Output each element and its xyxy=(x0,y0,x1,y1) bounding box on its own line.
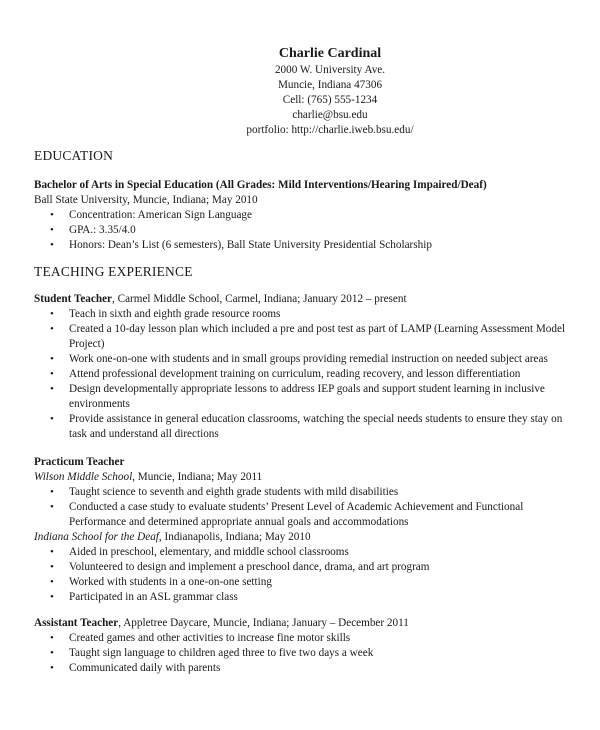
degree-school: Ball State University, Muncie, Indiana; May 2010 xyxy=(34,194,258,206)
education-list xyxy=(34,208,574,253)
student-teacher-list xyxy=(34,307,574,442)
portfolio-link: portfolio: http://charlie.iweb.bsu.edu/ xyxy=(246,124,414,136)
education-section xyxy=(34,178,574,253)
practicum-item: • Conducted a case study to evaluate students’ Present Level of Academic Achievement and Functional Performance and determined appropriate annual goals and accommodations xyxy=(34,500,574,530)
education-heading: EDUCATION xyxy=(34,148,114,163)
practicum-school-2-detail: , Indianapolis, Indiana; May 2010 xyxy=(158,531,311,543)
student-teacher-role: Student Teacher xyxy=(34,293,113,305)
address-line-2: Muncie, Indiana 47306 xyxy=(277,79,383,91)
assistant-teacher-heading xyxy=(34,616,574,631)
student-teacher-section xyxy=(34,292,574,442)
assistant-teacher-item: • Created games and other activities to increase fine motor skills xyxy=(34,631,574,646)
student-teacher-item: • Created a 10-day lesson plan which included a pre and post test as part of LAMP (Learning Assessment Model Project) xyxy=(34,322,574,352)
practicum-school-1-detail: , Muncie, Indiana; May 2011 xyxy=(132,471,263,483)
assistant-teacher-item: • Communicated daily with parents xyxy=(34,661,574,676)
student-teacher-detail: , Carmel Middle School, Carmel, Indiana; January 2012 – present xyxy=(112,293,407,305)
student-teacher-item: • Attend professional development training on curriculum, reading recovery, and lesson differentiation xyxy=(34,367,574,382)
student-teacher-item: • Work one-on-one with students and in small groups providing remedial instruction on needed subject areas xyxy=(34,352,574,367)
practicum-school-2 xyxy=(34,530,574,545)
education-item: • Honors: Dean’s List (6 semesters), Ball State University Presidential Scholarship xyxy=(34,238,574,253)
student-teacher-item: • Design developmentally appropriate lessons to address IEP goals and support student learning in inclusive environments xyxy=(34,382,574,412)
applicant-name: Charlie Cardinal xyxy=(278,46,382,61)
practicum-item: • Taught science to seventh and eighth grade students with mild disabilities xyxy=(34,485,574,500)
practicum-item: • Volunteered to design and implement a preschool dance, drama, and art program xyxy=(34,560,574,575)
practicum-role: Practicum Teacher xyxy=(34,456,125,468)
teaching-heading: TEACHING EXPERIENCE xyxy=(34,264,193,279)
education-item: • GPA.: 3.35/4.0 xyxy=(34,223,574,238)
student-teacher-item: • Provide assistance in general education classrooms, watching the special needs students to ensure they stay on task and understand all directions xyxy=(34,412,574,442)
practicum-list-1 xyxy=(34,485,574,530)
assistant-teacher-list xyxy=(34,631,574,676)
practicum-school-1 xyxy=(34,470,574,485)
practicum-item: • Aided in preschool, elementary, and middle school classrooms xyxy=(34,545,574,560)
degree-title: Bachelor of Arts in Special Education (All Grades: Mild Interventions/Hearing Impaired/Deaf) xyxy=(34,179,487,191)
practicum-school-2-name: Indiana School for the Deaf xyxy=(34,531,159,543)
education-item: • Concentration: American Sign Language xyxy=(34,208,574,223)
practicum-item: • Participated in an ASL grammar class xyxy=(34,590,574,605)
address-line-1: 2000 W. University Ave. xyxy=(274,64,386,76)
resume-header xyxy=(0,45,600,138)
assistant-teacher-item: • Taught sign language to children aged three to five two days a week xyxy=(34,646,574,661)
practicum-school-1-name: Wilson Middle School xyxy=(34,471,133,483)
practicum-section xyxy=(34,455,574,605)
assistant-teacher-role: Assistant Teacher xyxy=(34,617,119,629)
student-teacher-item: • Teach in sixth and eighth grade resource rooms xyxy=(34,307,574,322)
email-address: charlie@bsu.edu xyxy=(292,109,368,121)
assistant-teacher-detail: , Appletree Daycare, Muncie, Indiana; January – December 2011 xyxy=(118,617,409,629)
cell-phone: Cell: (765) 555-1234 xyxy=(282,94,378,106)
student-teacher-heading xyxy=(34,292,574,307)
practicum-list-2 xyxy=(34,545,574,605)
practicum-item: • Worked with students in a one-on-one setting xyxy=(34,575,574,590)
assistant-teacher-section xyxy=(34,616,574,676)
